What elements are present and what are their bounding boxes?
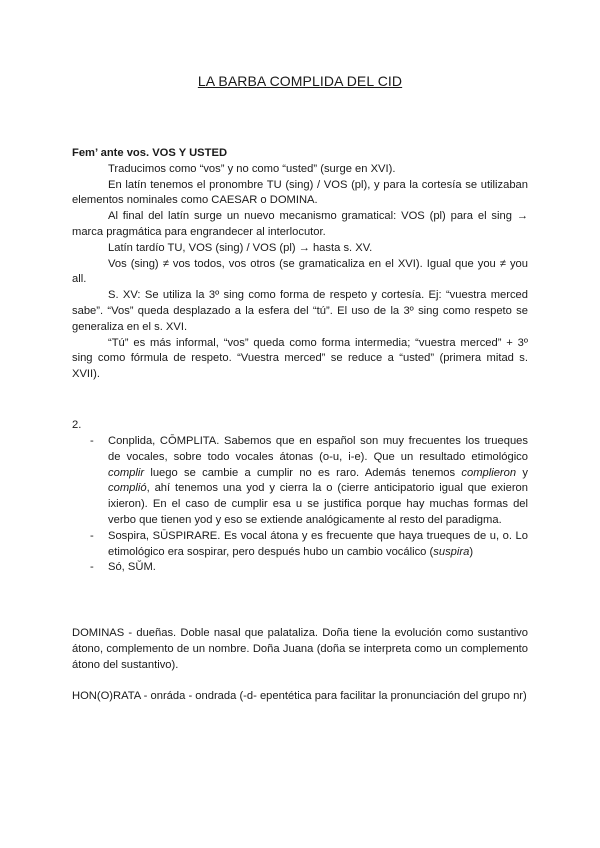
paragraph: Latín tardío TU, VOS (sing) / VOS (pl) → hasta s. XV. (108, 241, 373, 254)
paragraph: Vos (sing) ≠ vos todos, vos otros (se gramaticaliza en el XVI). Igual que you ≠ you all. (72, 257, 528, 286)
list-item-conplida (72, 434, 528, 529)
italic-word: complir (108, 466, 145, 479)
paragraph: S. XV: Se utiliza la 3º sing como forma de respeto y cortesía. Ej: “vuestra merced sabe”. “Vos” queda desplazado a la esfera del “tú”. El uso de la 3º sing como respeto se generaliza en el s. XVI. (72, 289, 528, 333)
item-text: Só, SŬM. (108, 561, 156, 574)
item-text: y (516, 466, 528, 479)
paragraph-honorata: HON(O)RATA - onráda - ondrada (-d- epentética para facilitar la pronunciación del grupo nr) (72, 690, 527, 703)
item-text: luego se cambie a cumplir no es raro. Además tenemos (144, 466, 462, 479)
paragraph: En latín tenemos el pronombre TU (sing) / VOS (pl), y para la cortesía se utilizaban elementos nominales como CAESAR o DOMINA. (72, 178, 528, 207)
list-bullet: - (90, 529, 94, 542)
italic-word: complió (108, 482, 147, 495)
italic-word: suspira (433, 545, 470, 558)
paragraph: “Tú” es más informal, “vos” queda como forma intermedia; “vuestra merced” + 3º sing como fórmula de respeto. “Vuestra merced” se reduce a “usted” (primera mitad s. XVII). (72, 336, 528, 381)
list-bullet: - (90, 435, 94, 447)
section-notes (72, 626, 528, 705)
list-bullet: - (90, 561, 94, 574)
item-text: ) (469, 545, 474, 558)
item-text: , ahí tenemos una yod y cierra la o (cierre anticipatorio igual que exieron ixieron). En el caso de cumplir esa u se justifica porque hay muchas formas del verbo que tienen yod y eso se extiende analógicamente al resto del paradigma. (108, 482, 528, 526)
document-title: LA BARBA COMPLIDA DEL CID (197, 73, 403, 89)
list-item-sospira (72, 529, 528, 561)
paragraph: Al final del latín surge un nuevo mecanismo gramatical: VOS (pl) para el sing → marca pragmática para engrandecer al interlocutor. (72, 210, 528, 238)
item-text: Conplida, CŌMPLITA. Sabemos que en español son muy frecuentes los trueques de vocales, sobre todo vocales átonas (o-u, i-e). Que un resultado etimológico (108, 435, 528, 463)
italic-word: complieron (461, 466, 517, 479)
item-text: Sospira, SŪSPIRARE. Es vocal átona y es frecuente que haya trueques de u, o. Lo etimológico era sospirar, pero después hubo un cambio vocálico ( (108, 529, 528, 558)
spacer (72, 673, 528, 689)
paragraph-dominas: DOMINAS - dueñas. Doble nasal que palataliza. Doña tiene la evolución como sustantivo átono, complemento de un nombre. Doña Juana (doña se interpreta como un complemento átono del sustantivo). (72, 627, 528, 671)
section-number: 2. (72, 419, 82, 431)
section-heading: Fem’ ante vos. VOS Y USTED (72, 147, 228, 159)
word-list (72, 434, 528, 576)
section-vos-y-usted (72, 146, 528, 383)
paragraph: Traducimos como “vos” y no como “usted” (surge en XVI). (108, 162, 396, 175)
list-item-so (72, 560, 528, 576)
